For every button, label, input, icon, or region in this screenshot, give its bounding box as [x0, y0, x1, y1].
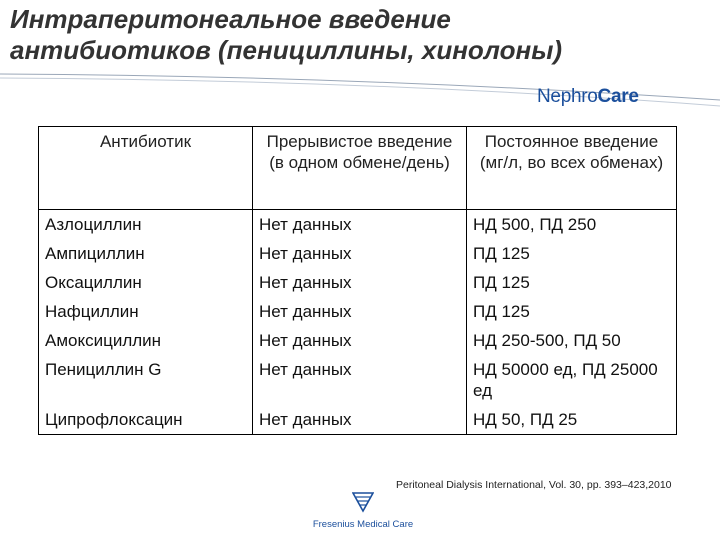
antibiotics-table — [38, 126, 677, 435]
cell-antibiotic: Амоксициллин — [39, 326, 253, 355]
cell-antibiotic: Ципрофлоксацин — [39, 405, 253, 435]
header-antibiotic: Антибиотик — [39, 127, 253, 210]
fresenius-logo-text: Fresenius Medical Care — [312, 519, 414, 530]
cell-continuous: ПД 125 — [467, 239, 677, 268]
cell-continuous: ПД 125 — [467, 268, 677, 297]
cell-continuous: НД 500, ПД 250 — [467, 210, 677, 240]
cell-antibiotic: Ампициллин — [39, 239, 253, 268]
cell-intermittent: Нет данных — [253, 210, 467, 240]
table-row — [39, 268, 677, 297]
cell-intermittent: Нет данных — [253, 326, 467, 355]
table-row — [39, 405, 677, 435]
table-row — [39, 210, 677, 240]
fresenius-triangle-icon — [352, 491, 374, 513]
cell-antibiotic: Азлоциллин — [39, 210, 253, 240]
cell-intermittent: Нет данных — [253, 405, 467, 435]
nephrocare-logo-part2: Care — [597, 86, 639, 107]
cell-continuous: НД 50, ПД 25 — [467, 405, 677, 435]
fresenius-logo — [302, 491, 424, 530]
cell-continuous: ПД 125 — [467, 297, 677, 326]
cell-intermittent: Нет данных — [253, 297, 467, 326]
nephrocare-logo-part1: Nephro — [537, 86, 598, 107]
table-row — [39, 297, 677, 326]
nephrocare-logo — [537, 86, 639, 108]
header-continuous: Постоянное введение (мг/л, во всех обменах) — [467, 127, 677, 210]
cell-continuous: НД 50000 ед, ПД 25000 ед — [467, 355, 677, 405]
slide-title-line-1: Интраперитонеальное введение — [10, 4, 451, 34]
cell-intermittent: Нет данных — [253, 355, 467, 405]
header-intermittent: Прерывистое введение (в одном обмене/день) — [253, 127, 467, 210]
table-row — [39, 239, 677, 268]
cell-antibiotic: Пенициллин G — [39, 355, 253, 405]
cell-intermittent: Нет данных — [253, 268, 467, 297]
table-row — [39, 326, 677, 355]
table-row — [39, 355, 677, 405]
cell-antibiotic: Оксациллин — [39, 268, 253, 297]
cell-intermittent: Нет данных — [253, 239, 467, 268]
slide-title — [10, 4, 710, 66]
citation-text: Peritoneal Dialysis International, Vol. 30, pp. 393–423,2010 — [396, 479, 672, 491]
slide-title-line-2: антибиотиков (пенициллины, хинолоны) — [10, 35, 563, 65]
table-header-row — [39, 127, 677, 210]
cell-continuous: НД 250-500, ПД 50 — [467, 326, 677, 355]
cell-antibiotic: Нафциллин — [39, 297, 253, 326]
